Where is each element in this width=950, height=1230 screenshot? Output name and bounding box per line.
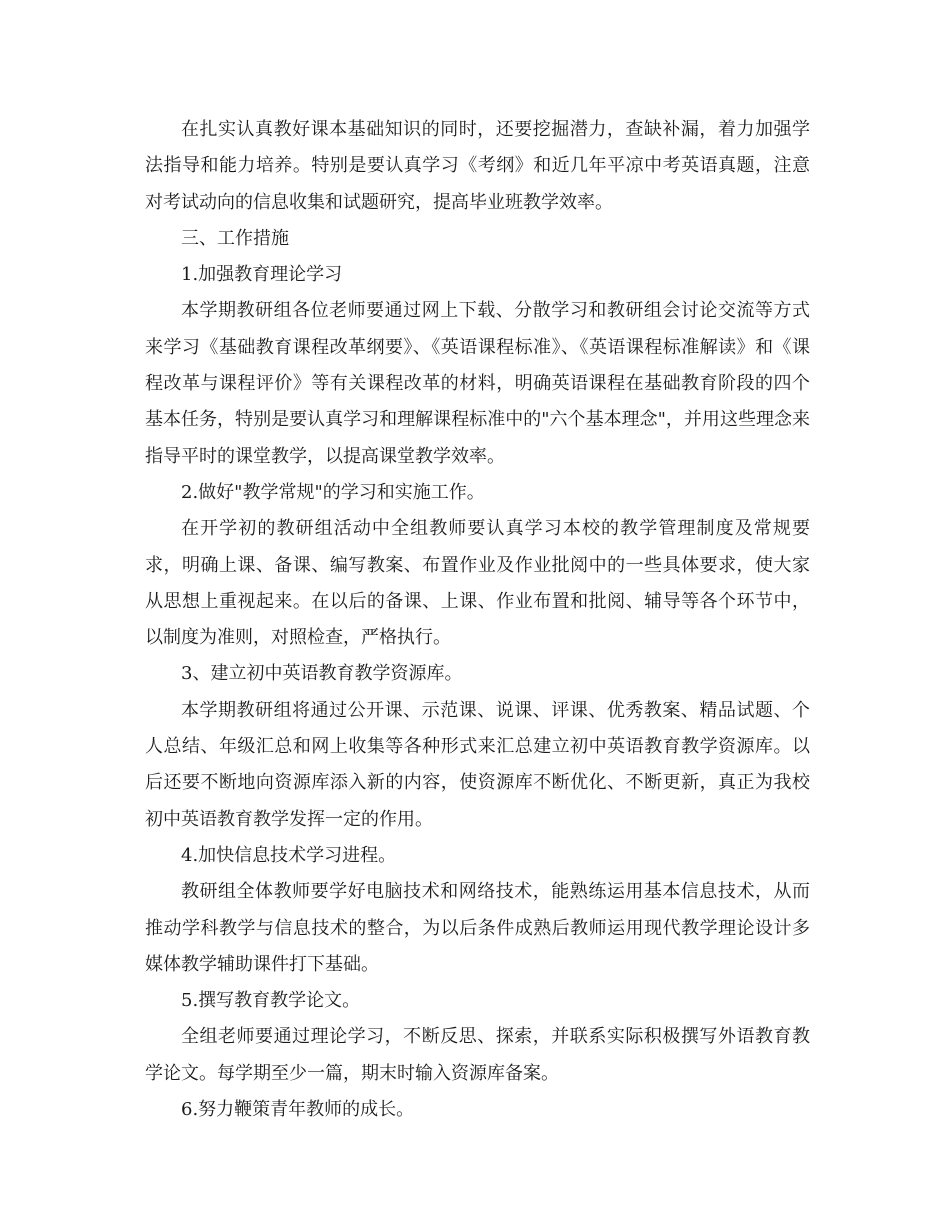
item-heading-5: 5.撰写教育教学论文。 xyxy=(181,990,361,1012)
item-body-3: 本学期教研组将通过公开课、示范课、说课、评课、优秀教案、精品试题、个人总结、年级汇总和网上收集等各种形式来汇总建立初中英语教育教学资源库。以后还要不断地向资源库添入新的内容，使资源库不断优化、不断更新，真正为我校初中英语教育教学发挥一定的作用。 xyxy=(145,699,810,830)
item-body-5: 全组老师要通过理论学习，不断反思、探索，并联系实际积极撰写外语教育教学论文。每学期至少一篇，期末时输入资源库备案。 xyxy=(145,1026,810,1084)
item-body-2: 在开学初的教研组活动中全组教师要认真学习本校的教学管理制度及常规要求，明确上课、备课、编写教案、布置作业及作业批阅中的一些具体要求，使大家从思想上重视起来。在以后的备课、上课、作业布置和批阅、辅导等各个环节中，以制度为准则，对照检查，严格执行。 xyxy=(145,518,810,649)
item-heading-4: 4.加快信息技术学习进程。 xyxy=(181,844,397,866)
item-heading-2: 2.做好"教学常规"的学习和实施工作。 xyxy=(181,481,485,503)
item-heading-3: 3、建立初中英语教育教学资源库。 xyxy=(181,663,463,685)
section-heading-measures: 三、工作措施 xyxy=(181,227,289,249)
item-body-1: 本学期教研组各位老师要通过网上下载、分散学习和教研组会讨论交流等方式来学习《基础教育课程改革纲要》、《英语课程标准》、《英语课程标准解读》和《课程改革与课程评价》等有关课程改革的材料，明确英语课程在基础教育阶段的四个基本任务，特别是要认真学习和理解课程标准中的"六个基本理念"，并用这些理念来指导平时的课堂教学，以提高课堂教学效率。 xyxy=(145,300,810,467)
item-heading-1: 1.加强教育理论学习 xyxy=(181,264,343,286)
item-heading-6: 6.努力鞭策青年教师的成长。 xyxy=(181,1099,415,1121)
item-body-4: 教研组全体教师要学好电脑技术和网络技术，能熟练运用基本信息技术，从而推动学科教学与信息技术的整合，为以后条件成熟后教师运用现代教学理论设计多媒体教学辅助课件打下基础。 xyxy=(145,881,810,975)
paragraph-intro: 在扎实认真教好课本基础知识的同时，还要挖掘潜力，查缺补漏，着力加强学法指导和能力培养。特别是要认真学习《考纲》和近几年平凉中考英语真题，注意对考试动向的信息收集和试题研究，提高毕业班教学效率。 xyxy=(145,119,810,213)
document-body xyxy=(145,112,810,1128)
